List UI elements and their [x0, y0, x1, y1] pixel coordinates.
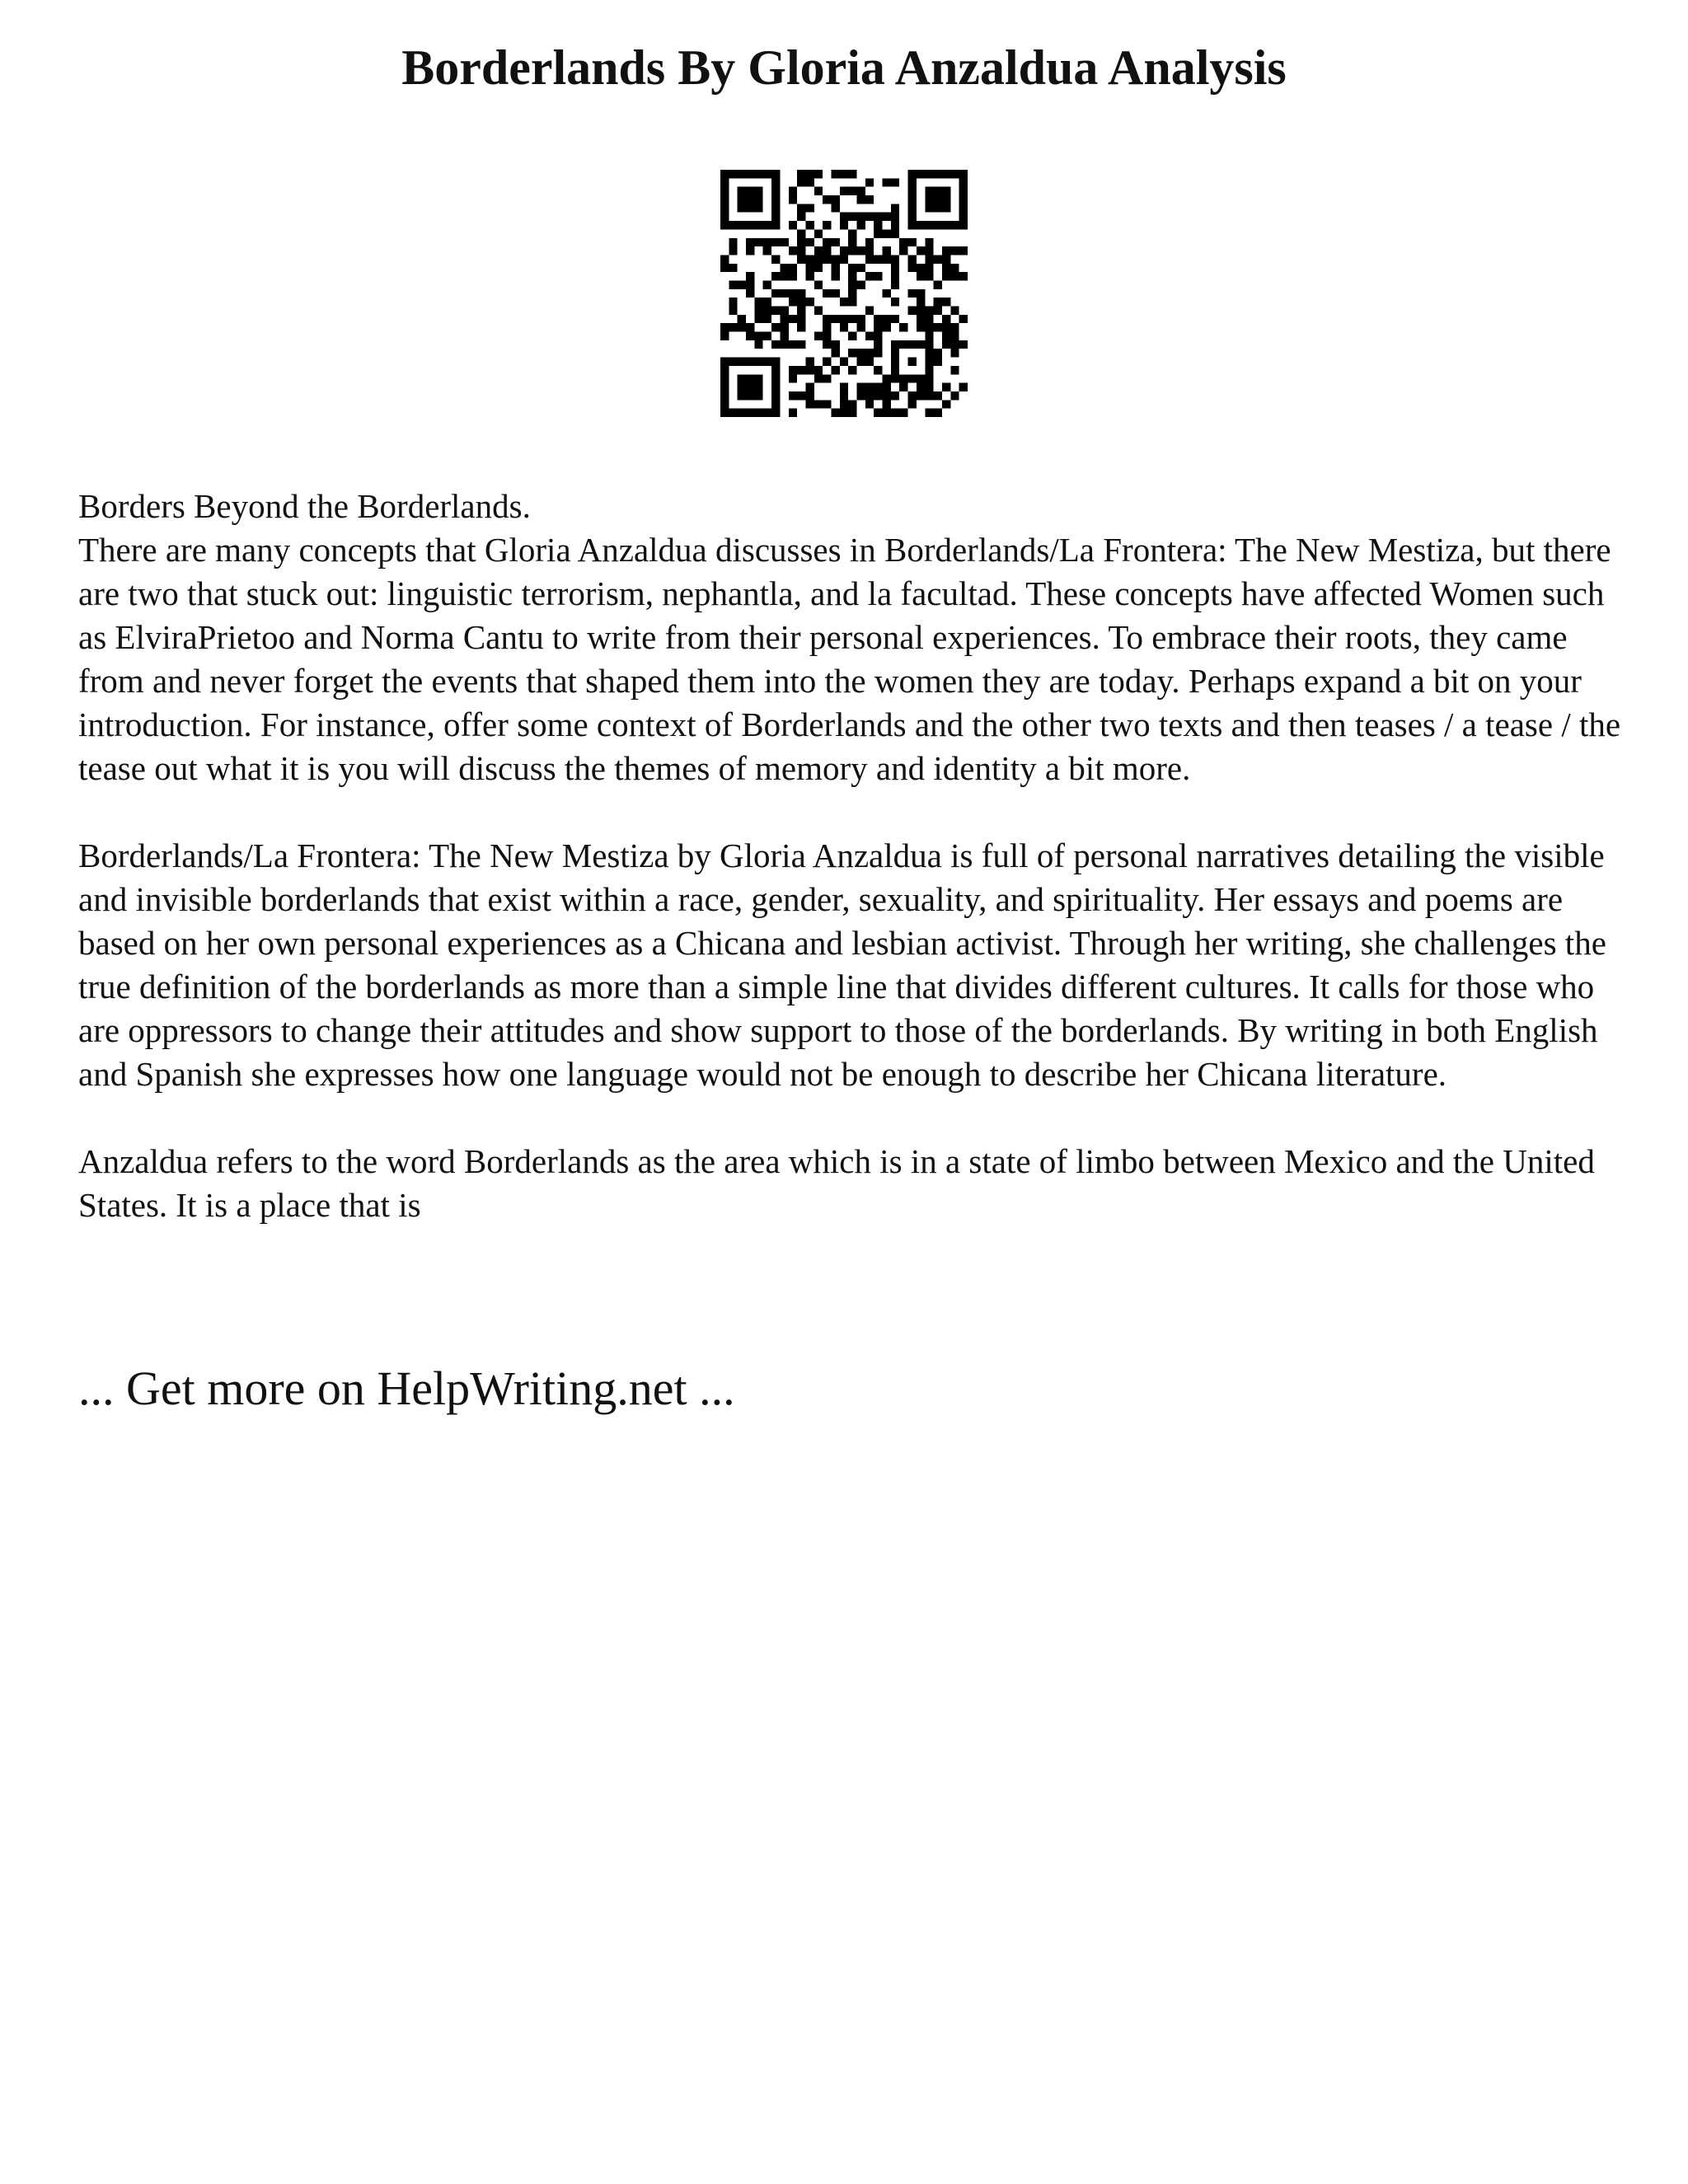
- article-body: [78, 485, 1628, 1227]
- paragraph-1: [78, 485, 1628, 790]
- paragraph-2: Borderlands/La Frontera: The New Mestiza by Gloria Anzaldua is full of personal narratives detailing the visible and invisible borderlands that exist within a race, gender, sexuality, and spirituality. Her essays and poems are based on her own personal experiences as a Chicana and lesbian activist. Through her writing, she challenges the true definition of the borderlands as more than a simple line that divides different cultures. It calls for those who are oppressors to change their attitudes and show support to those of the borderlands. By writing in both English and Spanish she expresses how one language would not be enough to describe her Chicana literature.: [78, 837, 1606, 1093]
- get-more-link[interactable]: ... Get more on HelpWriting.net ...: [78, 1361, 735, 1415]
- qr-code-icon: [720, 170, 968, 417]
- paragraph-3: Anzaldua refers to the word Borderlands as the area which is in a state of limbo between Mexico and the United States. It is a place that is: [78, 1142, 1595, 1224]
- document-title: Borderlands By Gloria Anzaldua Analysis: [401, 40, 1287, 95]
- paragraph-heading: Borders Beyond the Borderlands.: [78, 487, 531, 525]
- paragraph-text: There are many concepts that Gloria Anzaldua discusses in Borderlands/La Frontera: The New Mestiza, but there are two that stuck out: linguistic terrorism, nephantla, and la facultad. These concepts have affected Women such as ElviraPrietoo and Norma Cantu to write from their personal experiences. To embrace their roots, they came from and never forget the events that shaped them into the women they are today. Perhaps expand a bit on your introduction. For instance, offer some context of Borderlands and the other two texts and then teases / a tease / the tease out what it is you will discuss the themes of memory and identity a bit more.: [78, 531, 1621, 787]
